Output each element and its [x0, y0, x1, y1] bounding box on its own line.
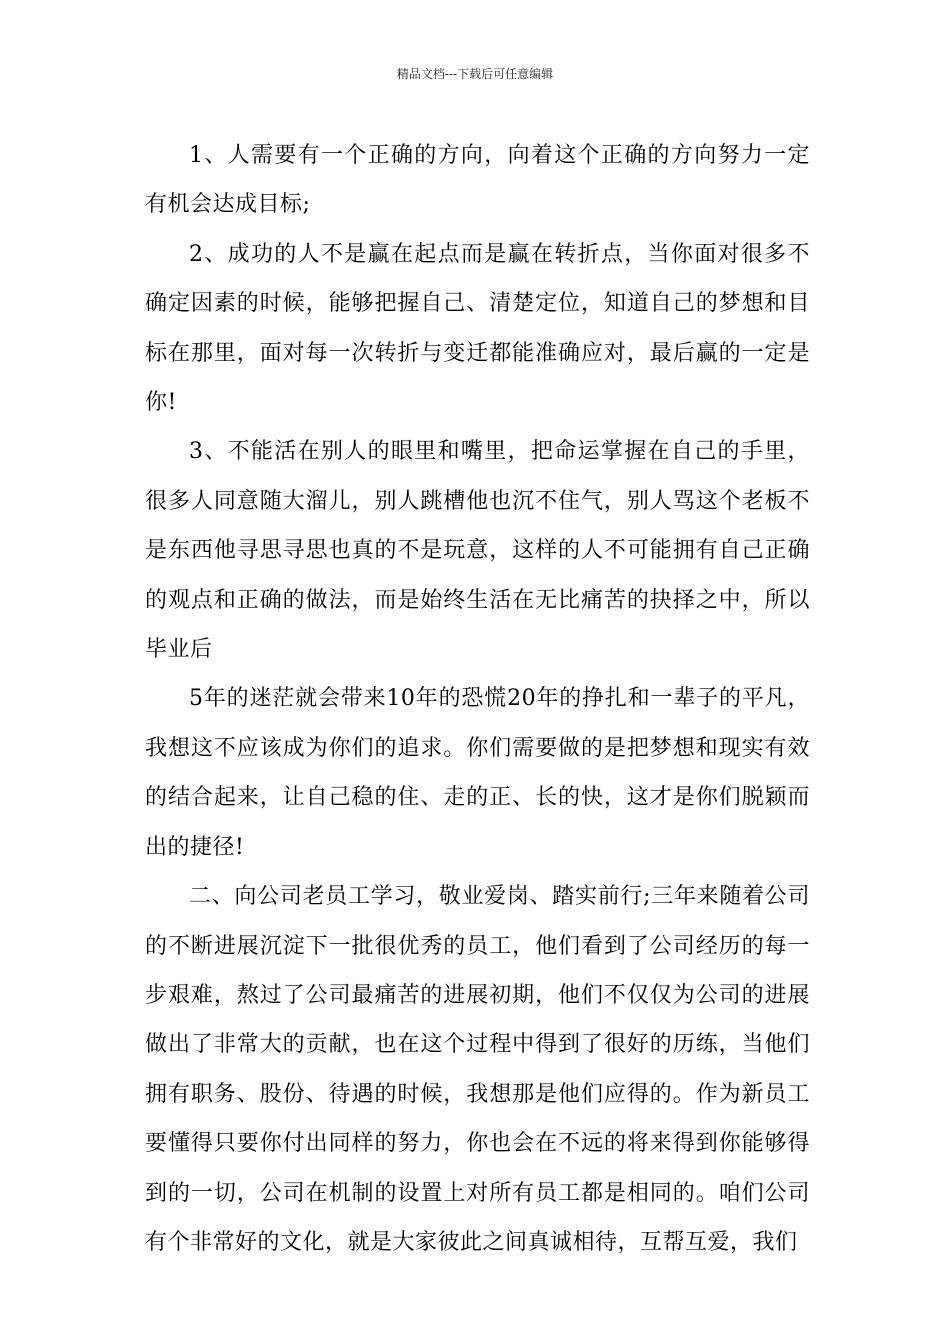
page-header: 精品文档---下载后可任意编辑 — [396, 67, 554, 81]
paragraph-point-2: 2、成功的人不是赢在起点而是赢在转折点，当你面对很多不确定因素的时候，能够把握自己、清楚定位，知道自己的梦想和目标在那里，面对每一次转折与变迁都能准确应对，最后赢的一定是你! — [145, 241, 810, 416]
paragraph-section-two: 二、向公司老员工学习，敬业爱岗、踏实前行;三年来随着公司的不断进展沉淀下一批很优秀的员工，他们看到了公司经历的每一步艰难，熬过了公司最痛苦的进展初期，他们不仅仅为公司的进展做出了非常大的贡献，也在这个过程中得到了很好的历练，当他们拥有职务、股份、待遇的时候，我想那是他们应得的。作为新员工要懂得只要你付出同样的努力，你也会在不远的将来得到你能够得到的一切，公司在机制的设置上对所有员工都是相同的。咱们公司有个非常好的文化，就是大家彼此之间真诚相待，互帮互爱，我们 — [145, 884, 810, 1255]
paragraph-point-1: 1、人需要有一个正确的方向，向着这个正确的方向努力一定有机会达成目标; — [145, 143, 810, 218]
paragraph-continuation: 5年的迷茫就会带来10年的恐慌20年的挣扎和一辈子的平凡，我想这不应该成为你们的追求。你们需要做的是把梦想和现实有效的结合起来，让自己稳的住、走的正、长的快，这才是你们脱颖而出的捷径! — [145, 686, 810, 860]
document-body — [145, 131, 810, 1267]
paragraph-point-3: 3、不能活在别人的眼里和嘴里，把命运掌握在自己的手里，很多人同意随大溜儿，别人跳槽他也沉不住气，别人骂这个老板不是东西他寻思寻思也真的不是玩意，这样的人不可能拥有自己正确的观点和正确的做法，而是始终生活在无比痛苦的抉择之中，所以毕业后 — [145, 439, 810, 663]
